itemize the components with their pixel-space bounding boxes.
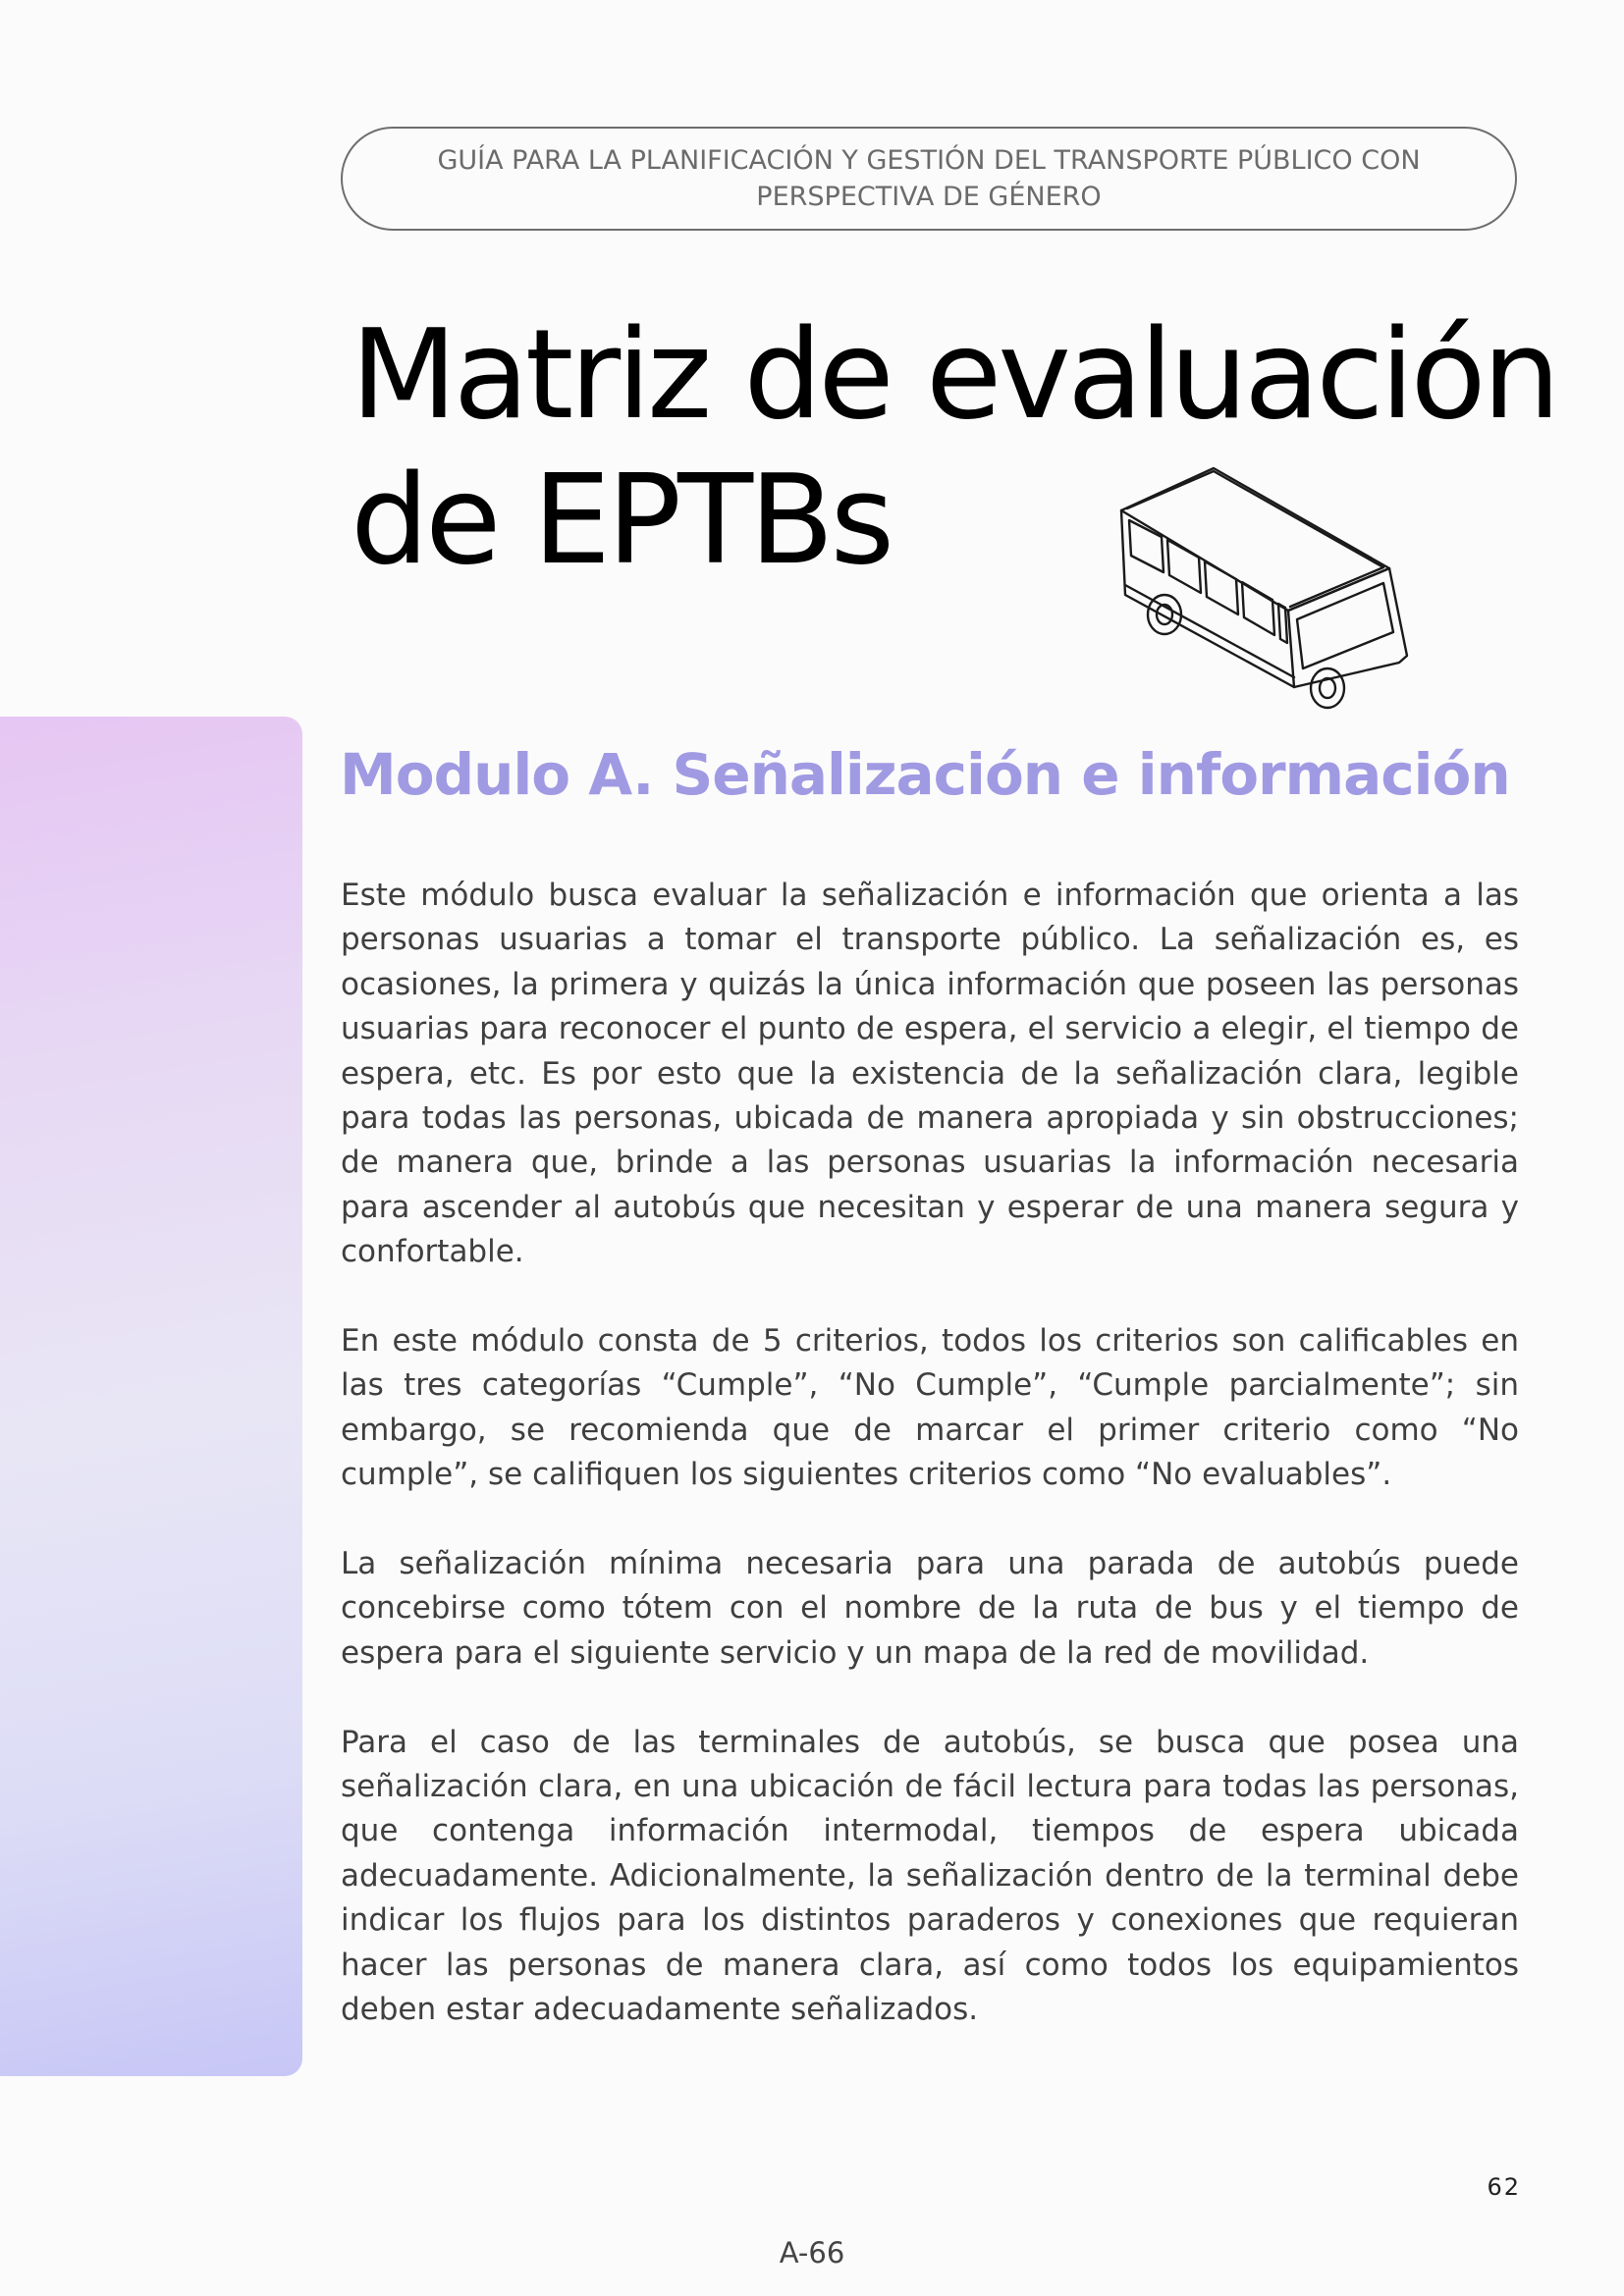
paragraph-1: Este módulo busca evaluar la señalización e información que orienta a las personas usuarias a tomar el transporte público. La señalización es, es ocasiones, la primera y quizás la única información que poseen las personas usuarias para reconocer el punto de espera, el servicio a elegir, el tiempo de espera, etc. Es por esto que la existencia de la señalización clara, legible para todas las personas, ubicada de manera apropiada y sin obstrucciones; de manera que, brinde a las personas usuarias la información necesaria para ascender al autobús que necesitan y esperar de una manera segura y confortable.: [341, 878, 1519, 1270]
module-description: [341, 874, 1519, 2077]
guide-header-line-2: PERSPECTIVA DE GÉNERO: [756, 182, 1102, 212]
bus-icon: [1108, 459, 1422, 717]
paragraph-4: Para el caso de las terminales de autobús, se busca que posea una señalización clara, en una ubicación de fácil lectura para todas las personas, que contenga información intermodal, tiempos de espera ubicada adecuadamente. Adicionalmente, la señalización dentro de la terminal debe indicar los flujos para los distintos paraderos y conexiones que requieran hacer las personas de manera clara, así como todos los equipamientos deben estar adecuadamente señalizados.: [341, 1724, 1519, 2028]
module-title: Modulo A. Señalización e información: [340, 741, 1510, 808]
guide-header: [341, 127, 1517, 231]
guide-header-text: [437, 142, 1420, 215]
footer-page-code: A-66: [779, 2236, 845, 2269]
decorative-side-panel: [0, 717, 302, 2076]
page-number: 62: [1487, 2173, 1521, 2201]
page-title-line-1: Matriz de evaluación: [351, 302, 1557, 447]
page-title-line-2: de EPTBs: [351, 448, 892, 592]
paragraph-3: La señalización mínima necesaria para una parada de autobús puede concebirse como tótem con el nombre de la ruta de bus y el tiempo de espera para el siguiente servicio y un mapa de la red de movilidad.: [341, 1546, 1519, 1671]
paragraph-2: En este módulo consta de 5 criterios, todos los criterios son calificables en las tres categorías “Cumple”, “No Cumple”, “Cumple parcialmente”; sin embargo, se recomienda que de marcar el primer criterio como “No cumple”, se califiquen los siguientes criterios como “No evaluables”.: [341, 1323, 1519, 1493]
guide-header-line-1: GUÍA PARA LA PLANIFICACIÓN Y GESTIÓN DEL TRANSPORTE PÚBLICO CON: [437, 145, 1421, 176]
